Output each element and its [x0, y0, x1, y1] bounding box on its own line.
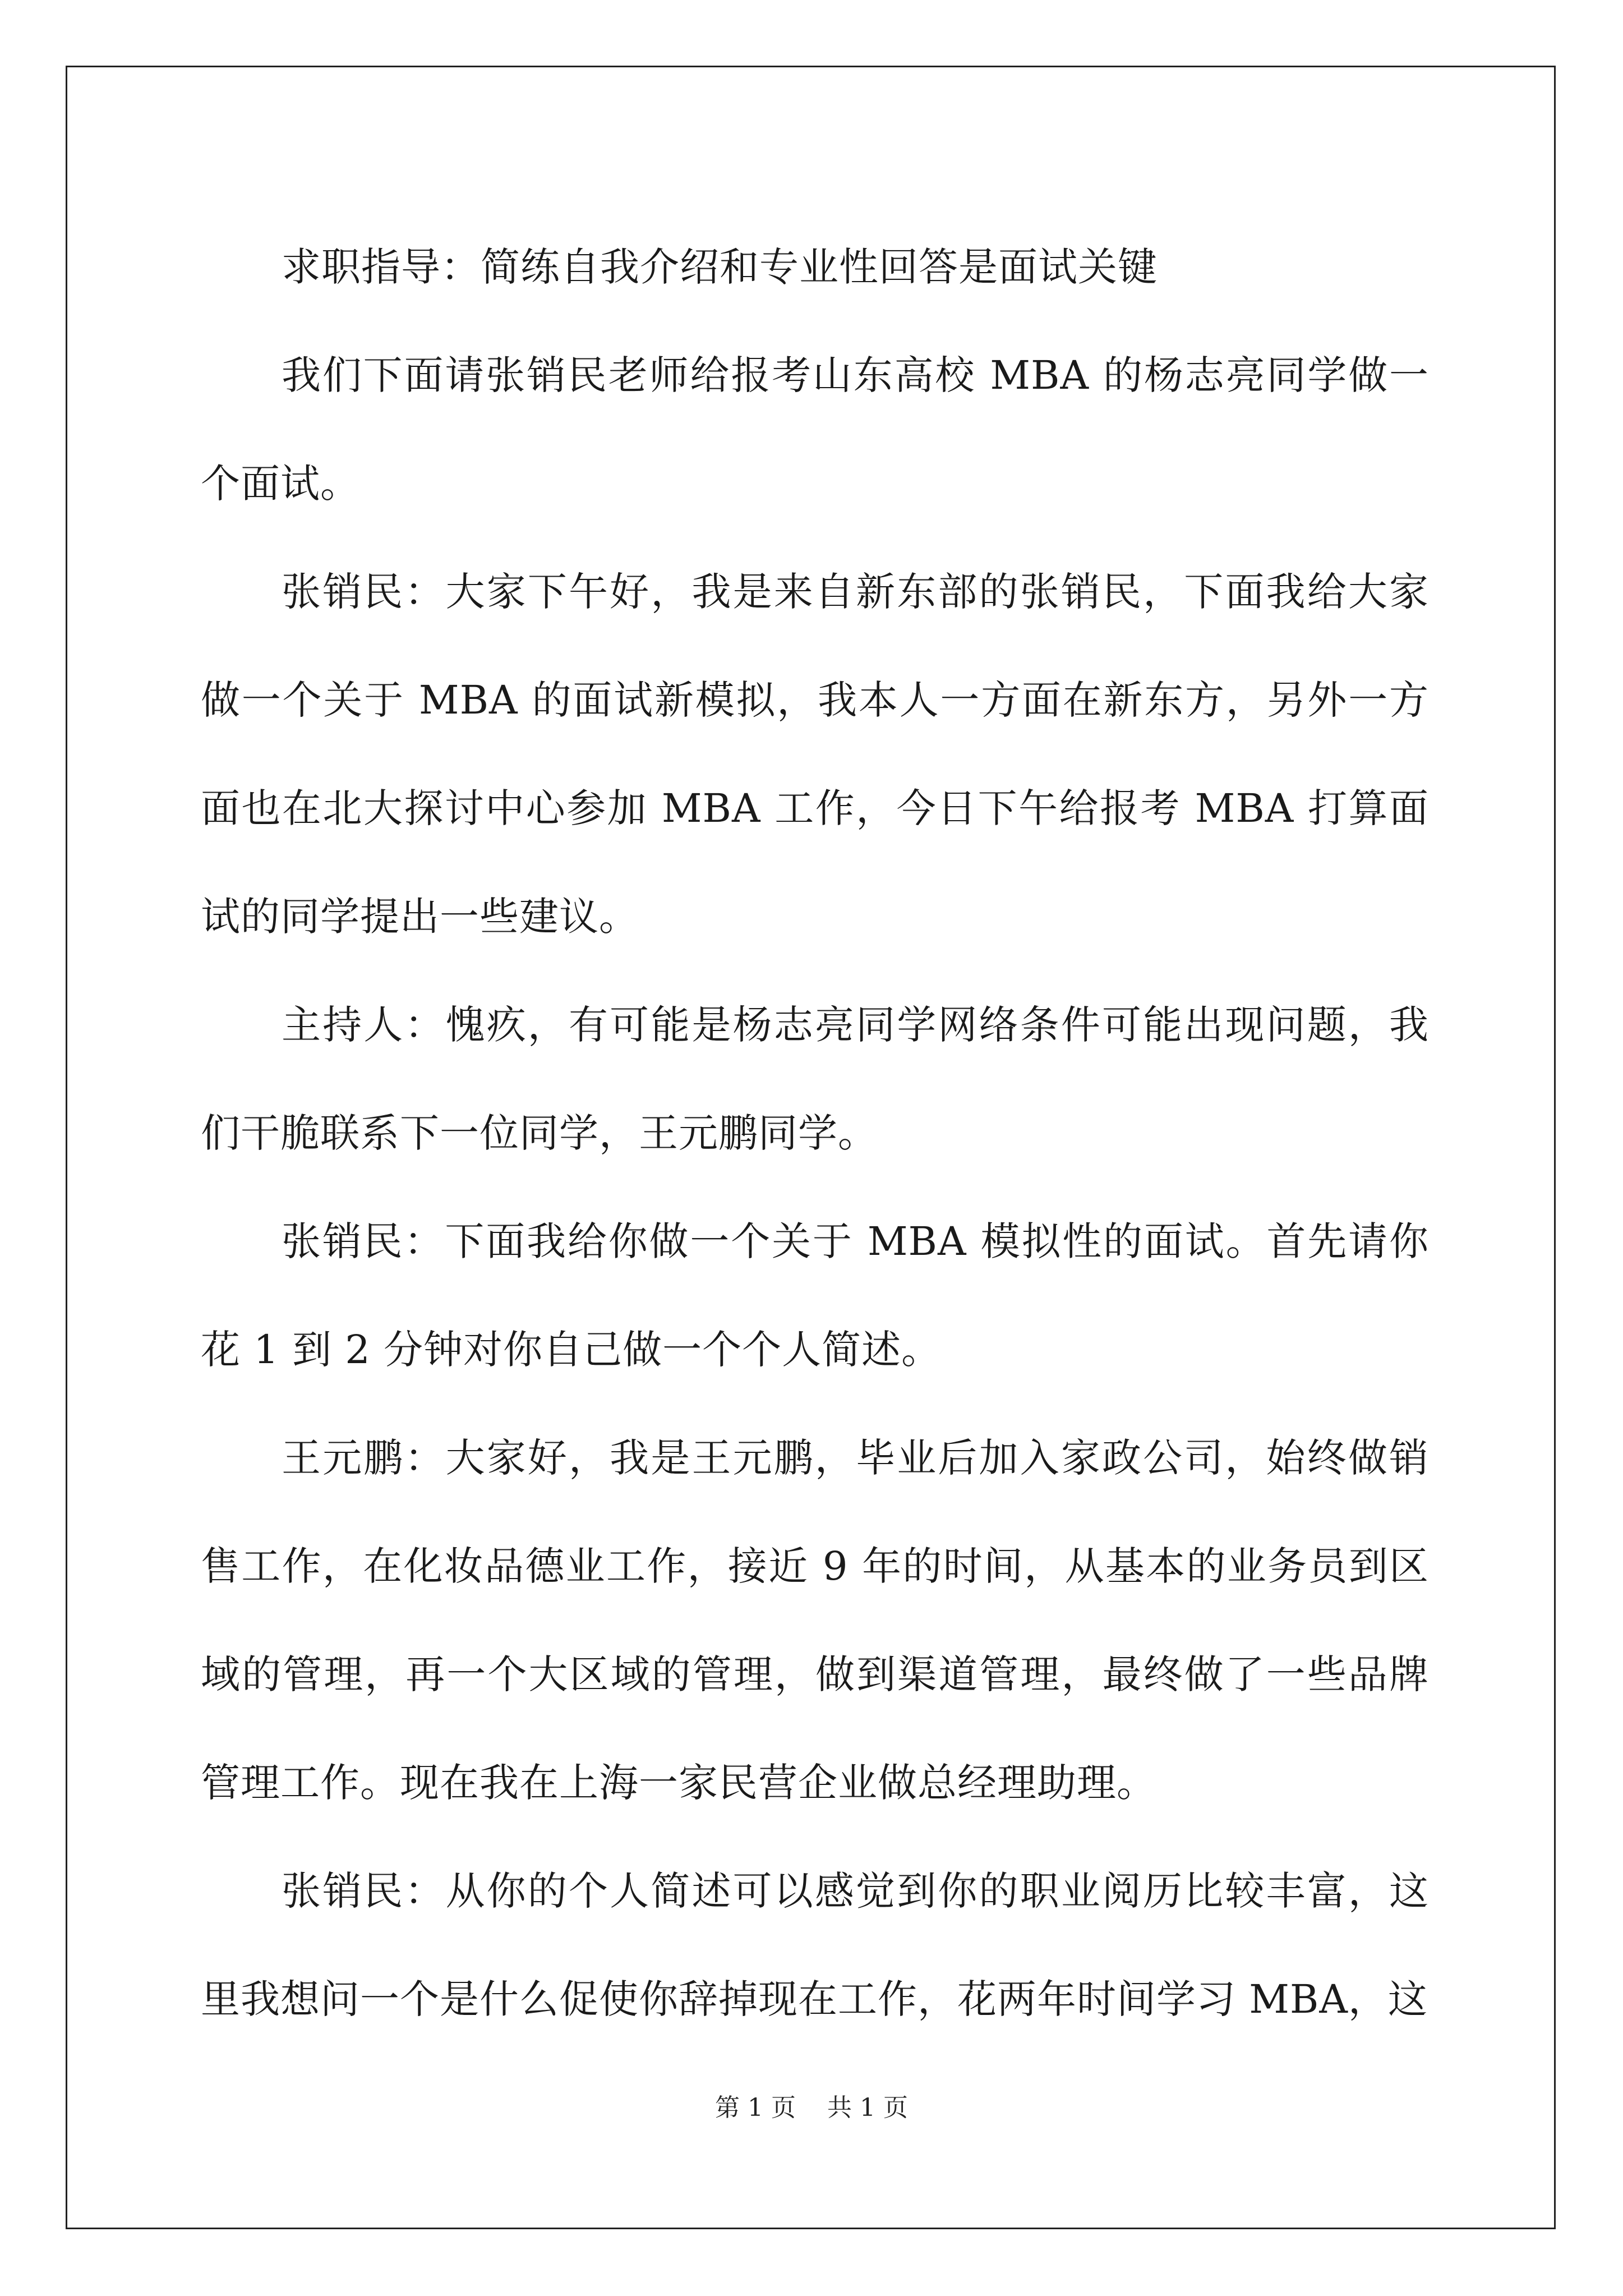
- paragraph: 主持人：愧疚，有可能是杨志亮同学网络条件可能出现问题，我们干脆联系下一位同学，王元鹏同学。: [201, 1002, 1429, 1156]
- page-total: 共 1 页: [827, 2093, 908, 2122]
- paragraph: 张销民：下面我给你做一个关于 MBA 模拟性的面试。首先请你花 1 到 2 分钟对你自己做一个个人简述。: [201, 1218, 1429, 1373]
- paragraph: 张销民：从你的个人简述可以感觉到你的职业阅历比较丰富，这里我想问一个是什么促使你辞掉现在工作，花两年时间学习 MBA，这: [201, 1868, 1429, 2022]
- document-title: 求职指导：简练自我介绍和专业性回答是面试关键: [282, 244, 1158, 290]
- paragraph: 我们下面请张销民老师给报考山东高校 MBA 的杨志亮同学做一个面试。: [201, 352, 1429, 507]
- page-number: 第 1 页: [715, 2093, 796, 2122]
- paragraph: 张销民：大家下午好，我是来自新东部的张销民，下面我给大家做一个关于 MBA 的面试新模拟，我本人一方面在新东方，另外一方面也在北大探讨中心参加 MBA 工作，今日下午给报考 MBA 打算面试的同学提出一些建议。: [201, 569, 1429, 940]
- page-footer: [0, 2091, 1623, 2125]
- document-body: [201, 213, 1429, 2054]
- paragraph: 王元鹏：大家好，我是王元鹏，毕业后加入家政公司，始终做销售工作，在化妆品德业工作，接近 9 年的时间，从基本的业务员到区域的管理，再一个大区域的管理，做到渠道管理，最终做了一些品牌管理工作。现在我在上海一家民营企业做总经理助理。: [201, 1435, 1429, 1806]
